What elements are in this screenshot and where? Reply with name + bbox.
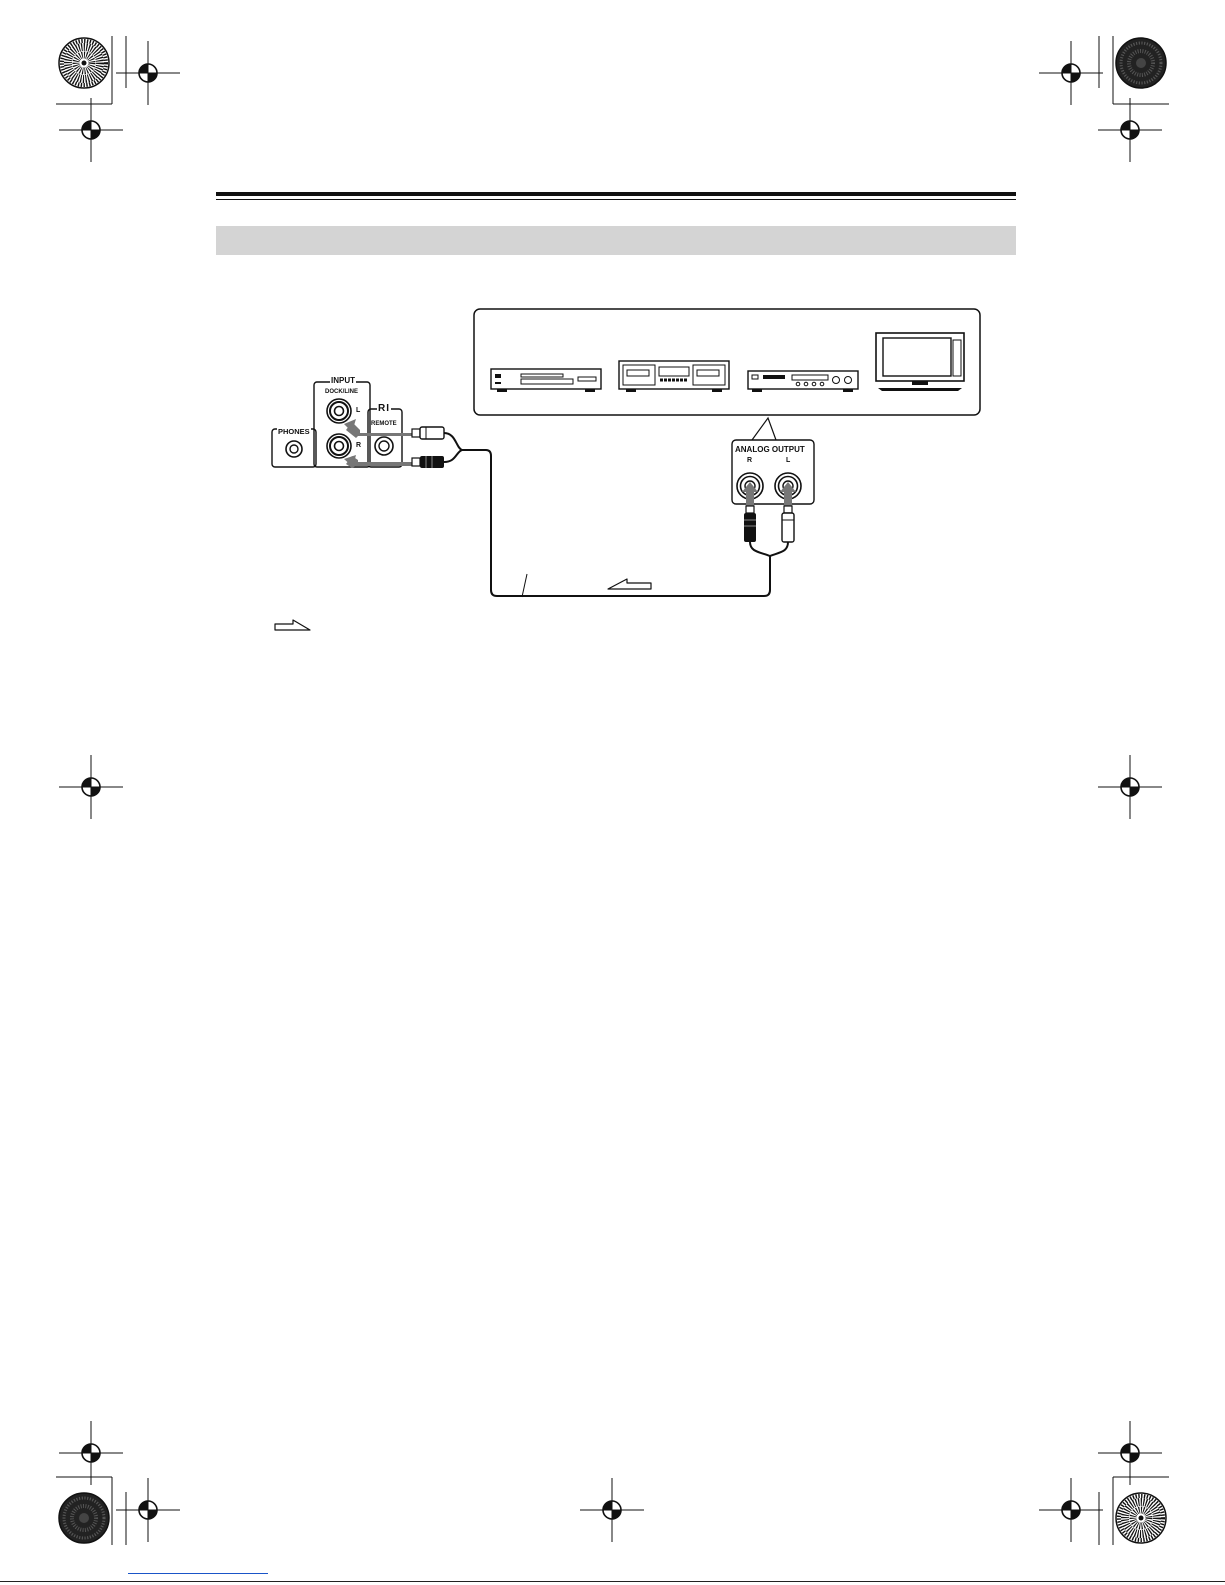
output-l-label: L [786, 457, 791, 464]
footer-rule [0, 1581, 1225, 1582]
remote-label: REMOTE [371, 421, 397, 427]
analog-output-title: ANALOG OUTPUT [735, 445, 805, 454]
output-r-label: R [747, 457, 753, 464]
phones-label: PHONES [278, 427, 310, 436]
cassette-deck-icon [619, 361, 729, 392]
remote-panel [368, 409, 402, 467]
rca-plug-left-black [412, 456, 444, 468]
input-jack-l [327, 399, 351, 423]
tuner-icon [748, 371, 858, 392]
input-l-label: L [356, 407, 361, 414]
input-r-label: R [356, 442, 362, 449]
input-label: INPUT [331, 376, 355, 385]
rca-plug-right-white [782, 506, 794, 542]
legend-flow-arrow [275, 620, 310, 630]
rca-plug-left-white [412, 427, 444, 439]
footer-link-underline [128, 1573, 268, 1574]
rca-plug-right-black [744, 506, 756, 542]
cd-player-icon [491, 369, 601, 392]
dock-line-label: DOCK/LINE [325, 389, 358, 395]
signal-flow-arrow [608, 579, 651, 589]
ri-label: RI [378, 403, 390, 414]
input-jack-r [327, 434, 351, 458]
